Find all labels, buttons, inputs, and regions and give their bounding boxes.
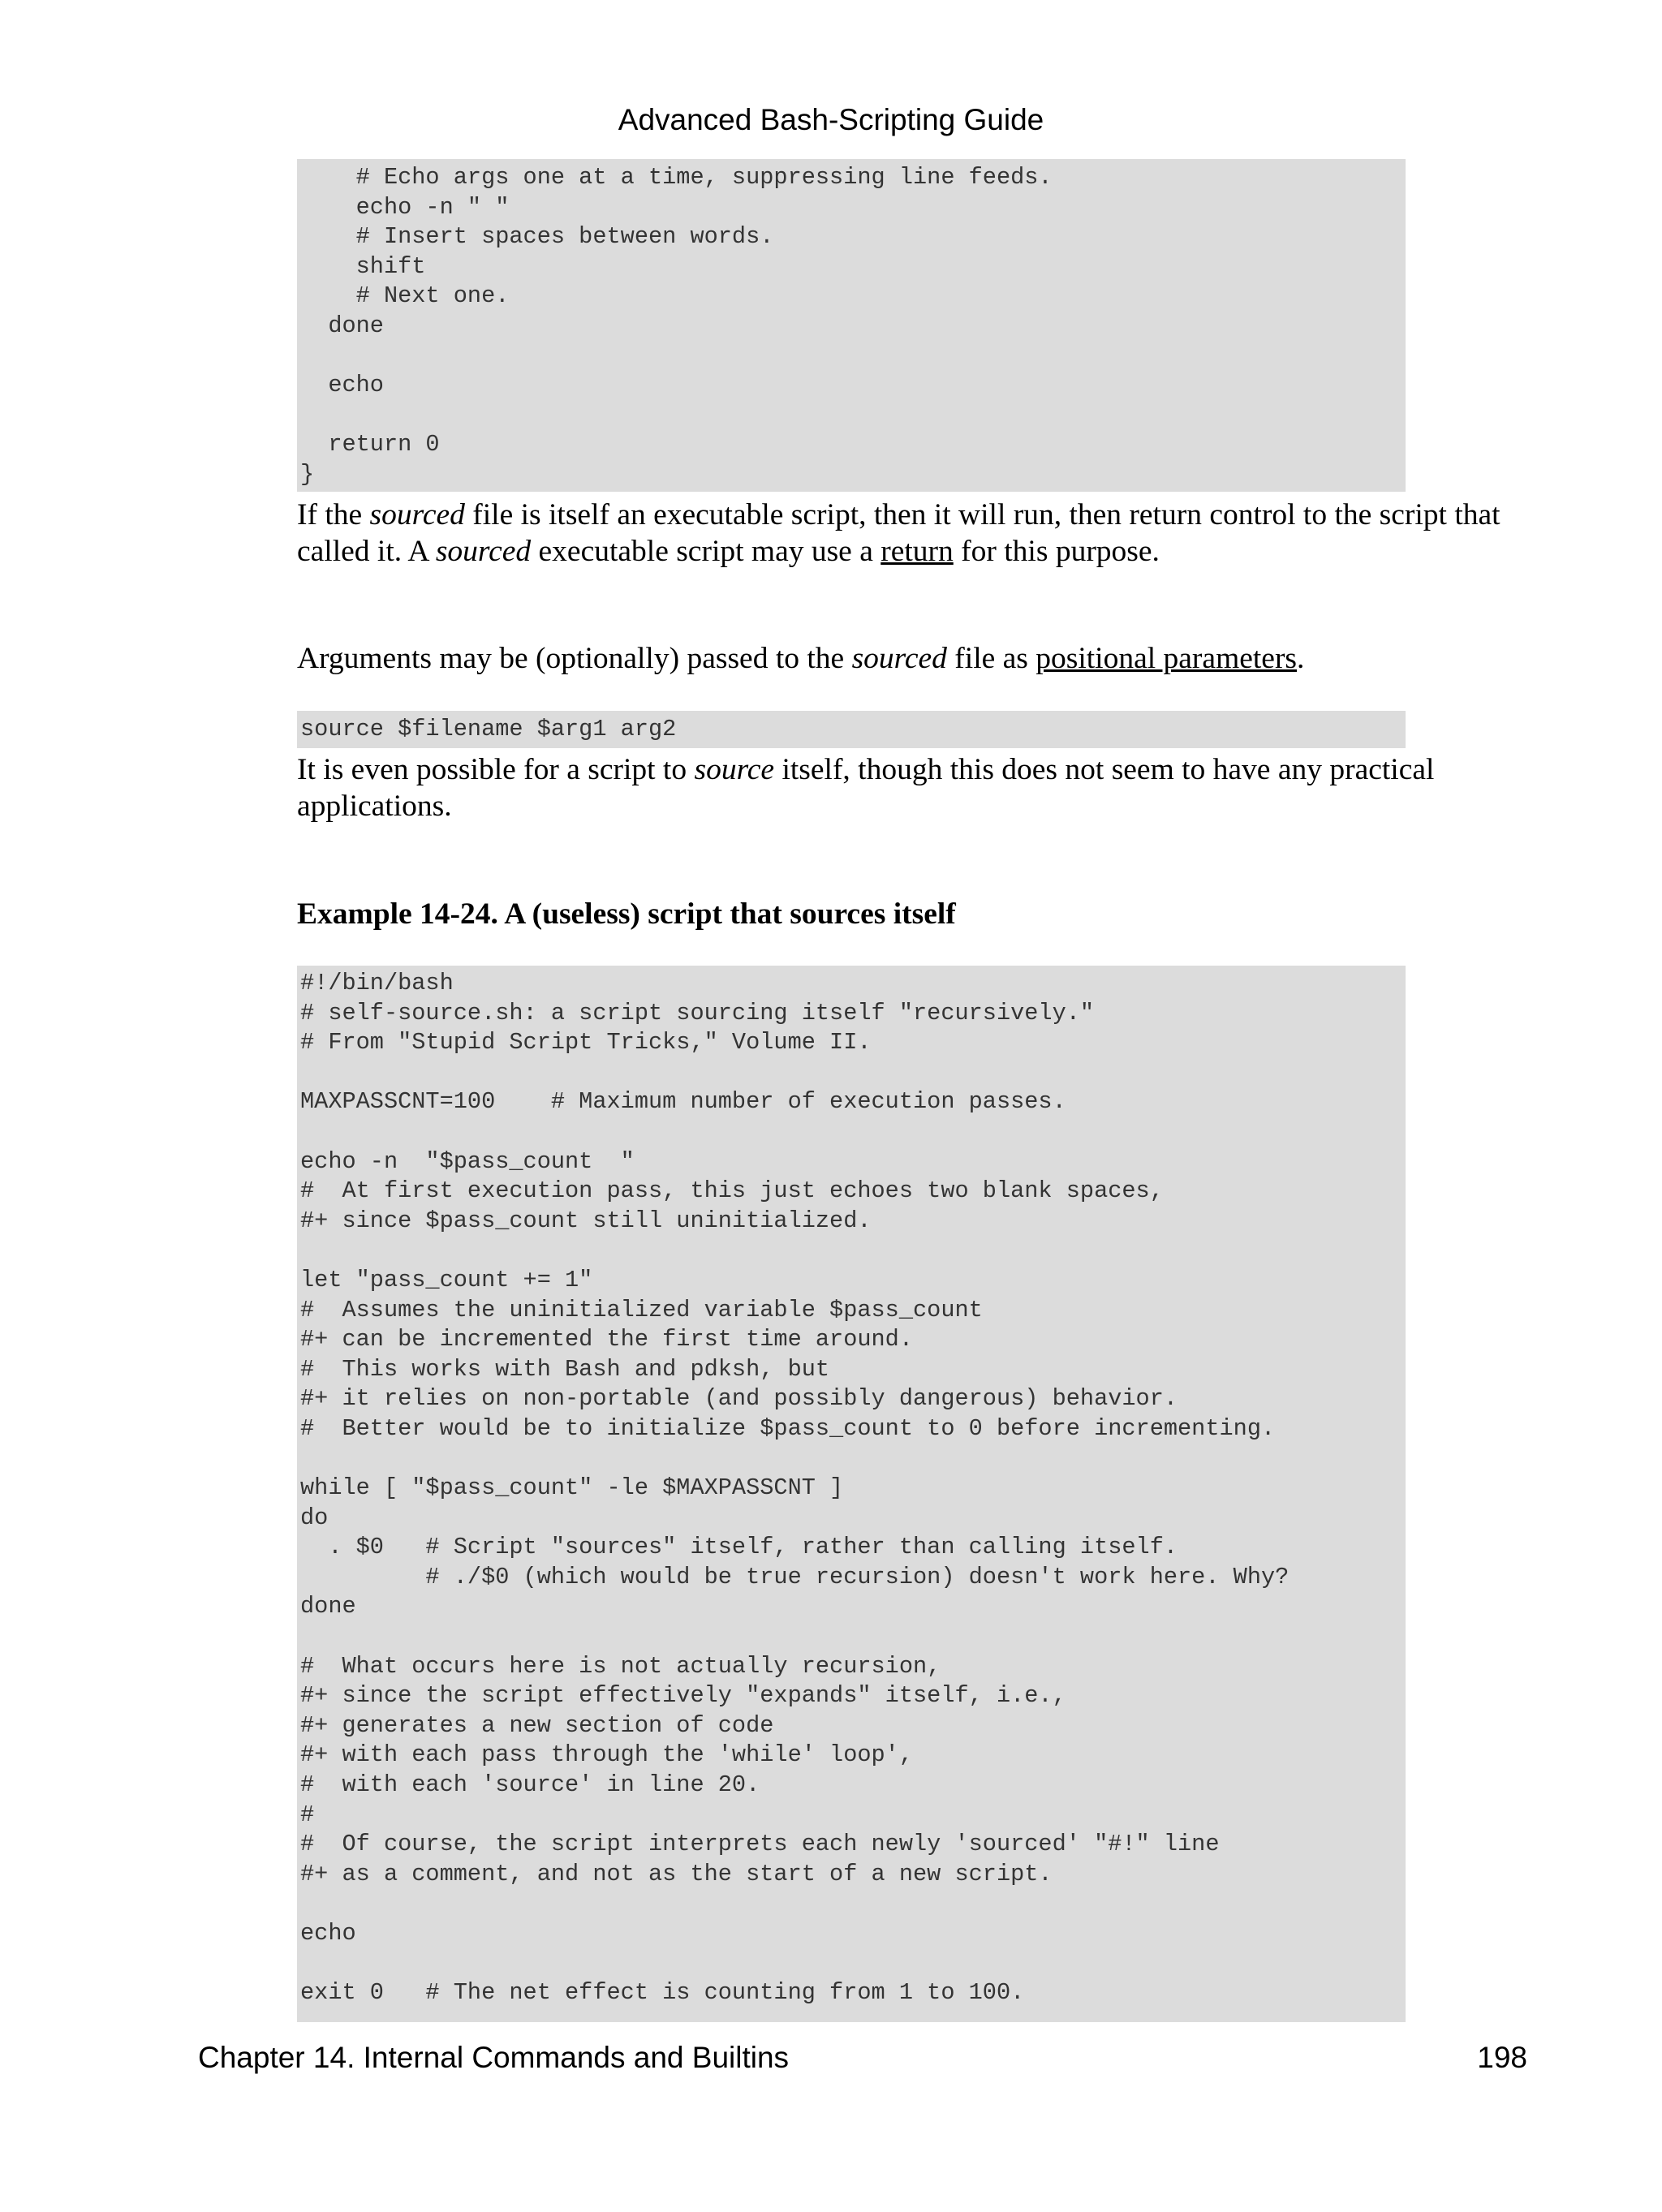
paragraph-arguments bbox=[297, 640, 1506, 677]
paragraph-sourced-executable bbox=[297, 497, 1506, 570]
example-title: Example 14-24. A (useless) script that sources itself bbox=[297, 897, 956, 931]
page-header-title: Advanced Bash-Scripting Guide bbox=[618, 103, 1044, 136]
text: If the bbox=[297, 498, 370, 531]
paragraph-source-itself bbox=[297, 751, 1506, 824]
positional-parameters-link[interactable]: positional parameters bbox=[1036, 642, 1298, 675]
return-link[interactable]: return bbox=[881, 535, 954, 568]
code-block-example: #!/bin/bash # self-source.sh: a script sourcing itself "recursively." # From "Stupid Script Tricks," Volume II. MAXPASSCNT=100 # Maximum number of execution passes. echo -n "$pass_count " # At first execution pass, this just echoes two blank spaces, #+ since $pass_count still uninitialized. let "pass_count += 1" # Assumes the uninitialized variable $pass_count #+ can be incremented the first time around. # This works with Bash and pdksh, but #+ it relies on non-portable (and possibly dangerous) behavior. # Better would be to initialize $pass_count to 0 before incrementing. while [ "$pass_count" -le $MAXPASSCNT ] do . $0 # Script "sources" itself, rather than calling itself. # ./$0 (which would be true recursion) doesn't work here. Why? done # What occurs here is not actually recursion, #+ since the script effectively "expands" itself, i.e., #+ generates a new section of code #+ with each pass through the 'while' loop', # with each 'source' in line 20. # # Of course, the script interprets each newly 'sourced' "#!" line #+ as a comment, and not as the start of a new script. echo exit 0 # The net effect is counting from 1 to 100. bbox=[297, 966, 1406, 2022]
text: . bbox=[1297, 642, 1305, 675]
text: executable script may use a bbox=[531, 535, 881, 568]
text: for this purpose. bbox=[953, 535, 1160, 568]
emphasis-sourced: sourced bbox=[435, 535, 532, 568]
text: itself, though this does not seem to have any practical applications. bbox=[297, 753, 1435, 823]
emphasis-source: source bbox=[694, 753, 775, 786]
code-block-top: # Echo args one at a time, suppressing line feeds. echo -n " " # Insert spaces between words. shift # Next one. done echo return 0 } bbox=[297, 159, 1406, 492]
text: file as bbox=[946, 642, 1036, 675]
text: Arguments may be (optionally) passed to the bbox=[297, 642, 852, 675]
text: file is itself an executable script, then it will run, then return control to the script that called it. A bbox=[297, 498, 1501, 568]
emphasis-sourced: sourced bbox=[851, 642, 947, 675]
footer-page-number: 198 bbox=[1477, 2041, 1527, 2074]
text: It is even possible for a script to bbox=[297, 753, 695, 786]
code-block-source: source $filename $arg1 arg2 bbox=[297, 711, 1406, 748]
emphasis-sourced: sourced bbox=[369, 498, 465, 531]
footer-chapter: Chapter 14. Internal Commands and Builtins bbox=[198, 2041, 790, 2074]
